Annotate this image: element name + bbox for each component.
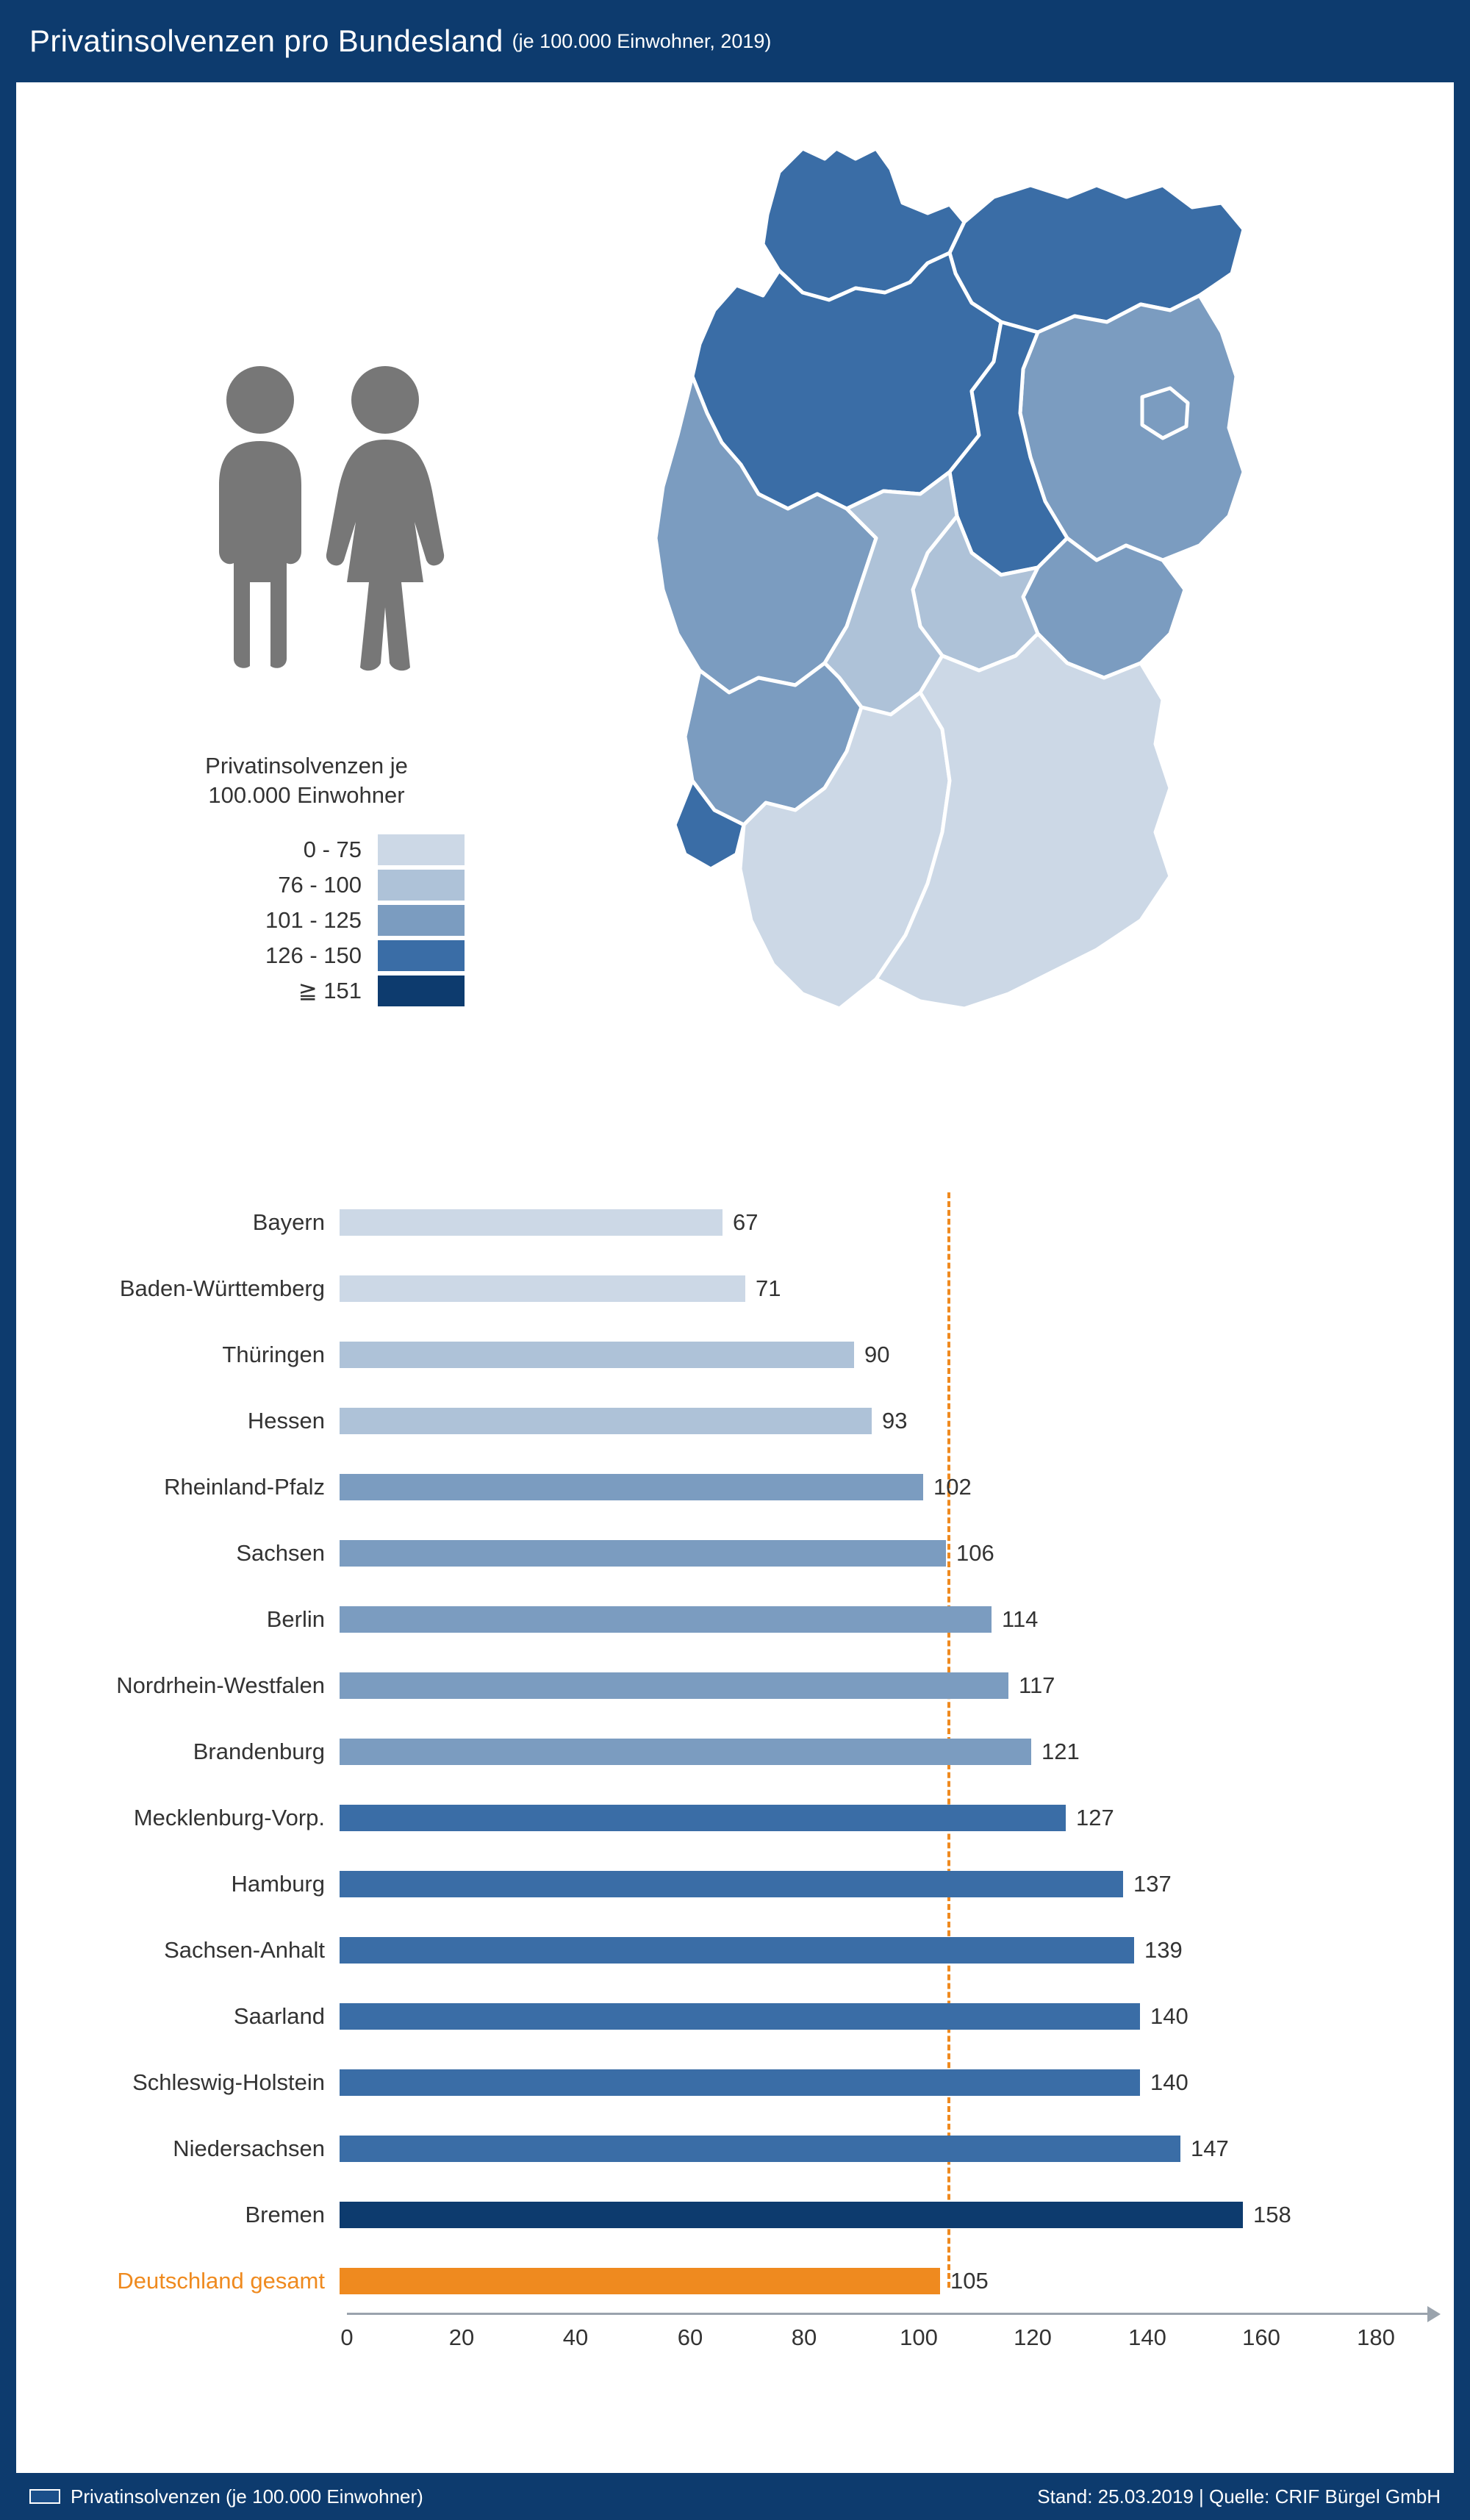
legend-item-label: ≧ 151 — [298, 978, 362, 1004]
x-tick-label: 140 — [1128, 2324, 1166, 2350]
bar-fill — [340, 1937, 1134, 1964]
content-panel — [16, 82, 1454, 2473]
legend-item-swatch — [378, 976, 465, 1006]
header — [0, 0, 1470, 82]
map-legend — [148, 751, 465, 1011]
bar-label-total: Deutschland gesamt — [117, 2268, 325, 2294]
bar-value: 147 — [1191, 2136, 1229, 2161]
bar-value: 121 — [1041, 1739, 1080, 1764]
bar-value: 114 — [1002, 1606, 1039, 1632]
bar-track — [340, 1342, 854, 1368]
bar-track — [340, 1540, 946, 1567]
bar-label: Berlin — [266, 1606, 325, 1632]
bar-value: 105 — [950, 2268, 989, 2294]
x-axis-line — [347, 2313, 1427, 2315]
bar-track — [340, 1937, 1134, 1964]
bar-row — [16, 1861, 1172, 1907]
legend-item-label: 101 - 125 — [265, 907, 362, 934]
bar-fill — [340, 1275, 745, 1302]
bar-label: Brandenburg — [193, 1739, 325, 1764]
bar-value: 71 — [756, 1275, 781, 1301]
footer-legend-label: Privatinsolvenzen (je 100.000 Einwohner) — [71, 2485, 423, 2508]
bar-track — [340, 1739, 1031, 1765]
bar-row — [16, 2060, 1188, 2105]
germany-map — [582, 126, 1398, 1178]
footer-legend-swatch — [29, 2489, 60, 2504]
bar-fill — [340, 2202, 1243, 2228]
bar-track — [340, 2136, 1180, 2162]
bar-value: 158 — [1253, 2202, 1291, 2227]
footer-legend — [29, 2485, 423, 2508]
bar-label: Bremen — [245, 2202, 325, 2227]
bar-fill — [340, 2069, 1140, 2096]
bar-track — [340, 1606, 992, 1633]
bar-value: 140 — [1150, 2069, 1188, 2095]
bar-fill — [340, 1606, 992, 1633]
bar-row — [16, 1927, 1183, 1973]
page-subtitle: (je 100.000 Einwohner, 2019) — [512, 29, 772, 52]
legend-item — [148, 905, 465, 936]
male-female-figures-icon — [193, 362, 472, 678]
bar-fill — [340, 1474, 923, 1500]
bar-value: 137 — [1133, 1871, 1172, 1897]
bar-row — [16, 2126, 1229, 2172]
bar-value: 140 — [1150, 2003, 1188, 2029]
bar-fill — [340, 1540, 946, 1567]
legend-item — [148, 834, 465, 865]
bar-row — [16, 1332, 889, 1378]
bar-label: Nordrhein-Westfalen — [116, 1672, 325, 1698]
bar-label: Hamburg — [231, 1871, 325, 1897]
bar-label: Bayern — [252, 1209, 325, 1235]
bar-row — [16, 1266, 781, 1311]
bar-row — [16, 1464, 972, 1510]
bar-fill — [340, 1342, 854, 1368]
bar-fill — [340, 2136, 1180, 2162]
footer — [0, 2473, 1470, 2520]
bar-label: Schleswig-Holstein — [132, 2069, 325, 2095]
bar-label: Sachsen-Anhalt — [164, 1937, 325, 1963]
legend-title — [148, 751, 465, 809]
bar-track — [340, 1805, 1066, 1831]
x-tick-label: 40 — [562, 2324, 589, 2350]
bar-fill — [340, 1871, 1123, 1897]
bar-row — [16, 1729, 1080, 1775]
bar-value: 102 — [933, 1474, 972, 1500]
bar-label: Saarland — [233, 2003, 325, 2029]
bar-track — [340, 1209, 723, 1236]
bar-value: 117 — [1019, 1672, 1055, 1698]
bar-value: 106 — [956, 1540, 994, 1566]
bar-track — [340, 1408, 872, 1434]
bar-label: Mecklenburg-Vorp. — [133, 1805, 325, 1830]
bar-track — [340, 2202, 1243, 2228]
bar-chart — [16, 1185, 1454, 2398]
bar-fill — [340, 2003, 1140, 2030]
bar-row — [16, 1398, 907, 1444]
bar-value: 90 — [864, 1342, 890, 1367]
footer-source: Stand: 25.03.2019 | Quelle: CRIF Bürgel GmbH — [1037, 2485, 1441, 2508]
bar-fill — [340, 2268, 940, 2294]
bar-row — [16, 1663, 1055, 1708]
legend-title-line2: 100.000 Einwohner — [208, 781, 405, 808]
legend-item-swatch — [378, 905, 465, 936]
x-tick-label: 120 — [1014, 2324, 1052, 2350]
x-tick-label: 60 — [677, 2324, 703, 2350]
people-icons — [193, 362, 472, 681]
x-tick-label: 0 — [340, 2324, 354, 2350]
bar-row — [16, 2192, 1291, 2238]
bar-row — [16, 1531, 994, 1576]
legend-item-label: 76 - 100 — [278, 872, 362, 898]
legend-item-swatch — [378, 834, 465, 865]
bar-fill — [340, 1805, 1066, 1831]
bar-track — [340, 1672, 1008, 1699]
map-and-legend-area — [16, 82, 1454, 1185]
legend-item-label: 0 - 75 — [303, 837, 362, 863]
bar-row-total — [16, 2258, 989, 2304]
bar-track — [340, 1275, 745, 1302]
bar-track — [340, 1871, 1123, 1897]
bar-value: 127 — [1076, 1805, 1114, 1830]
map-region-berlin — [1142, 388, 1188, 438]
bar-label: Thüringen — [222, 1342, 325, 1367]
legend-item — [148, 940, 465, 971]
x-axis-arrow-icon — [1427, 2306, 1441, 2322]
bar-value: 139 — [1144, 1937, 1183, 1963]
bar-fill — [340, 1739, 1031, 1765]
legend-item-label: 126 - 150 — [265, 942, 362, 969]
germany-map-svg — [582, 126, 1398, 1178]
bar-fill — [340, 1209, 723, 1236]
legend-title-line1: Privatinsolvenzen je — [205, 753, 408, 778]
legend-item-swatch — [378, 940, 465, 971]
x-tick-label: 100 — [900, 2324, 938, 2350]
bar-label: Rheinland-Pfalz — [164, 1474, 325, 1500]
bar-row — [16, 1200, 758, 1245]
legend-item — [148, 976, 465, 1006]
legend-item — [148, 870, 465, 901]
x-tick-label: 20 — [448, 2324, 475, 2350]
bar-row — [16, 1994, 1188, 2039]
legend-item-swatch — [378, 870, 465, 901]
bar-label: Niedersachsen — [173, 2136, 325, 2161]
bar-label: Hessen — [247, 1408, 325, 1433]
bar-track — [340, 2069, 1140, 2096]
bar-chart-plot — [16, 1185, 1454, 2398]
x-tick-label: 80 — [791, 2324, 817, 2350]
x-tick-label: 160 — [1242, 2324, 1280, 2350]
bar-fill — [340, 1672, 1008, 1699]
bar-track — [340, 2268, 940, 2294]
bar-value: 67 — [733, 1209, 759, 1235]
bar-row — [16, 1597, 1038, 1642]
page-title: Privatinsolvenzen pro Bundesland — [29, 24, 503, 58]
bar-track — [340, 2003, 1140, 2030]
x-tick-label: 180 — [1357, 2324, 1395, 2350]
bar-value: 93 — [882, 1408, 908, 1433]
bar-track — [340, 1474, 923, 1500]
bar-row — [16, 1795, 1114, 1841]
bar-fill — [340, 1408, 872, 1434]
bar-label: Baden-Württemberg — [119, 1275, 325, 1301]
bar-label: Sachsen — [236, 1540, 325, 1566]
